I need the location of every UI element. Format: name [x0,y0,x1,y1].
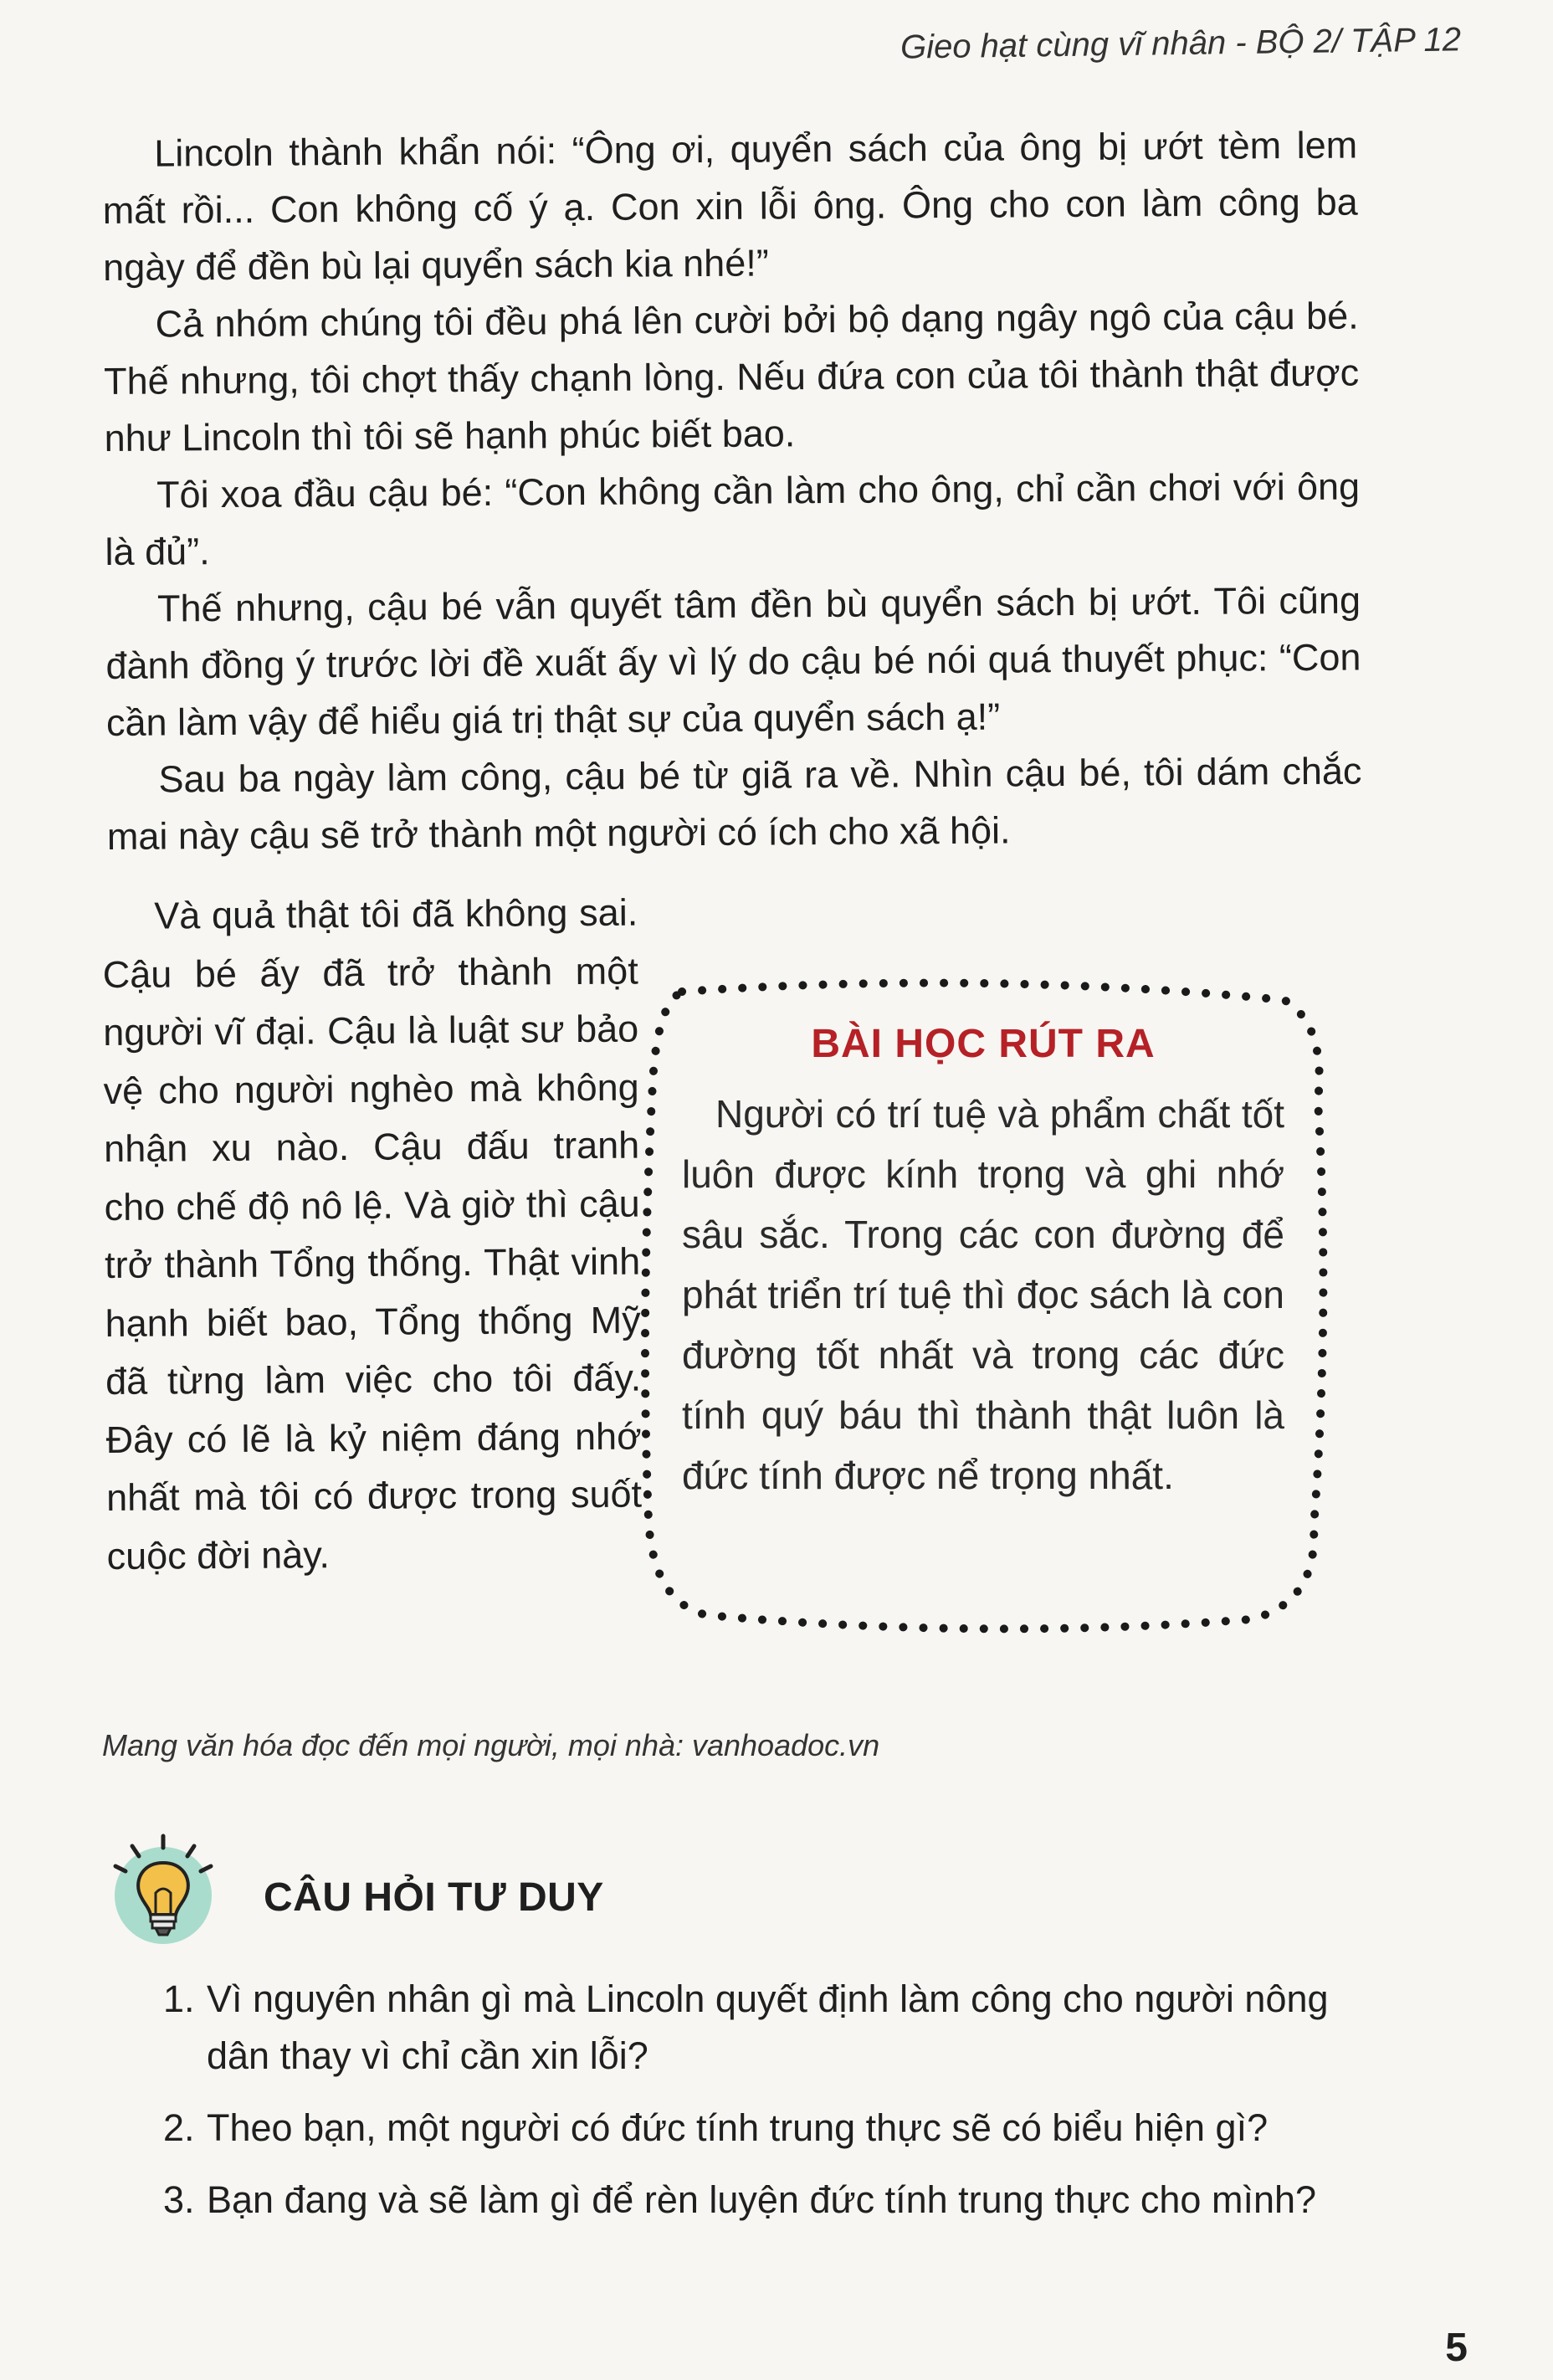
question-item [163,1971,1376,2085]
lesson-title: BÀI HỌC RÚT RA [811,1022,1156,1066]
story-paragraph: Và quả thật tôi đã không sai. Cậu bé ấy đã trở thành một người vĩ đại. Cậu là luật sư bảo vệ cho người nghèo mà không nhận xu nào. Cậu đấu tranh cho chế độ nô lệ. Và giờ thì cậu trở thành Tổng thống. Thật vinh hạnh biết bao, Tổng thống Mỹ đã từng làm việc cho tôi đấy. Đây có lẽ là kỷ niệm đáng nhớ nhất mà tôi có được trong suốt cuộc đời này. [102,890,643,1577]
page-number: 5 [1445,2326,1468,2370]
question-text: Bạn đang và sẽ làm gì để rèn luyện đức tính trung thực cho mình? [207,2178,1317,2221]
question-number: 2. [163,2106,195,2149]
questions-list [163,1971,1376,2244]
story-paragraph: Sau ba ngày làm công, cậu bé từ giã ra về. Nhìn cậu bé, tôi dám chắc mai này cậu sẽ trở thành một người có ích cho xã hội. [106,749,1362,858]
lightbulb-icon [107,1833,220,1946]
story-paragraph: Thế nhưng, cậu bé vẫn quyết tâm đền bù quyển sách bị ướt. Tôi cũng đành đồng ý trước lời đề xuất ấy vì lý do cậu bé nói quá thuyết phục: “Con cần làm vậy để hiểu giá trị thật sự của quyển sách ạ!” [105,578,1361,744]
question-text: Theo bạn, một người có đức tính trung thực sẽ có biểu hiện gì? [207,2106,1269,2149]
questions-heading: CÂU HỎI TƯ DUY [264,1875,604,1920]
question-number: 3. [163,2178,195,2221]
story-wrap-column [102,884,643,1585]
footer-note: Mang văn hóa đọc đến mọi người, mọi nhà: vanhoadoc.vn [102,1728,880,1762]
story-paragraph: Lincoln thành khẩn nói: “Ông ơi, quyển sách của ông bị ướt tèm lem mất rồi... Con không cố ý ạ. Con xin lỗi ông. Ông cho con làm công ba ngày để đền bù lại quyển sách kia nhé!” [102,123,1358,289]
running-header: Gieo hạt cùng vĩ nhân - BỘ 2/ TẬP 12 [900,21,1462,66]
lesson-text: Người có trí tuệ và phẩm chất tốt luôn được kính trọng và ghi nhớ sâu sắc. Trong các con đường để phát triển trí tuệ thì đọc sách là con đường tốt nhất và trong các đức tính quý báu thì thành thật luôn là đức tính được nể trọng nhất. [682,1092,1284,1497]
story-paragraph: Tôi xoa đầu cậu bé: “Con không cần làm cho ông, chỉ cần chơi với ông là đủ”. [105,464,1361,573]
question-item [163,2100,1376,2157]
question-item [163,2172,1376,2229]
question-number: 1. [163,1977,195,2020]
lesson-box [632,975,1335,1636]
story-body [102,117,1362,865]
question-text: Vì nguyên nhân gì mà Lincoln quyết định làm công cho người nông dân thay vì chỉ cần xin lỗi? [207,1977,1329,2077]
story-paragraph: Cả nhóm chúng tôi đều phá lên cười bởi bộ dạng ngây ngô của cậu bé. Thế nhưng, tôi chợt thấy chạnh lòng. Nếu đứa con của tôi thành thật được như Lincoln thì tôi sẽ hạnh phúc biết bao. [103,294,1360,459]
